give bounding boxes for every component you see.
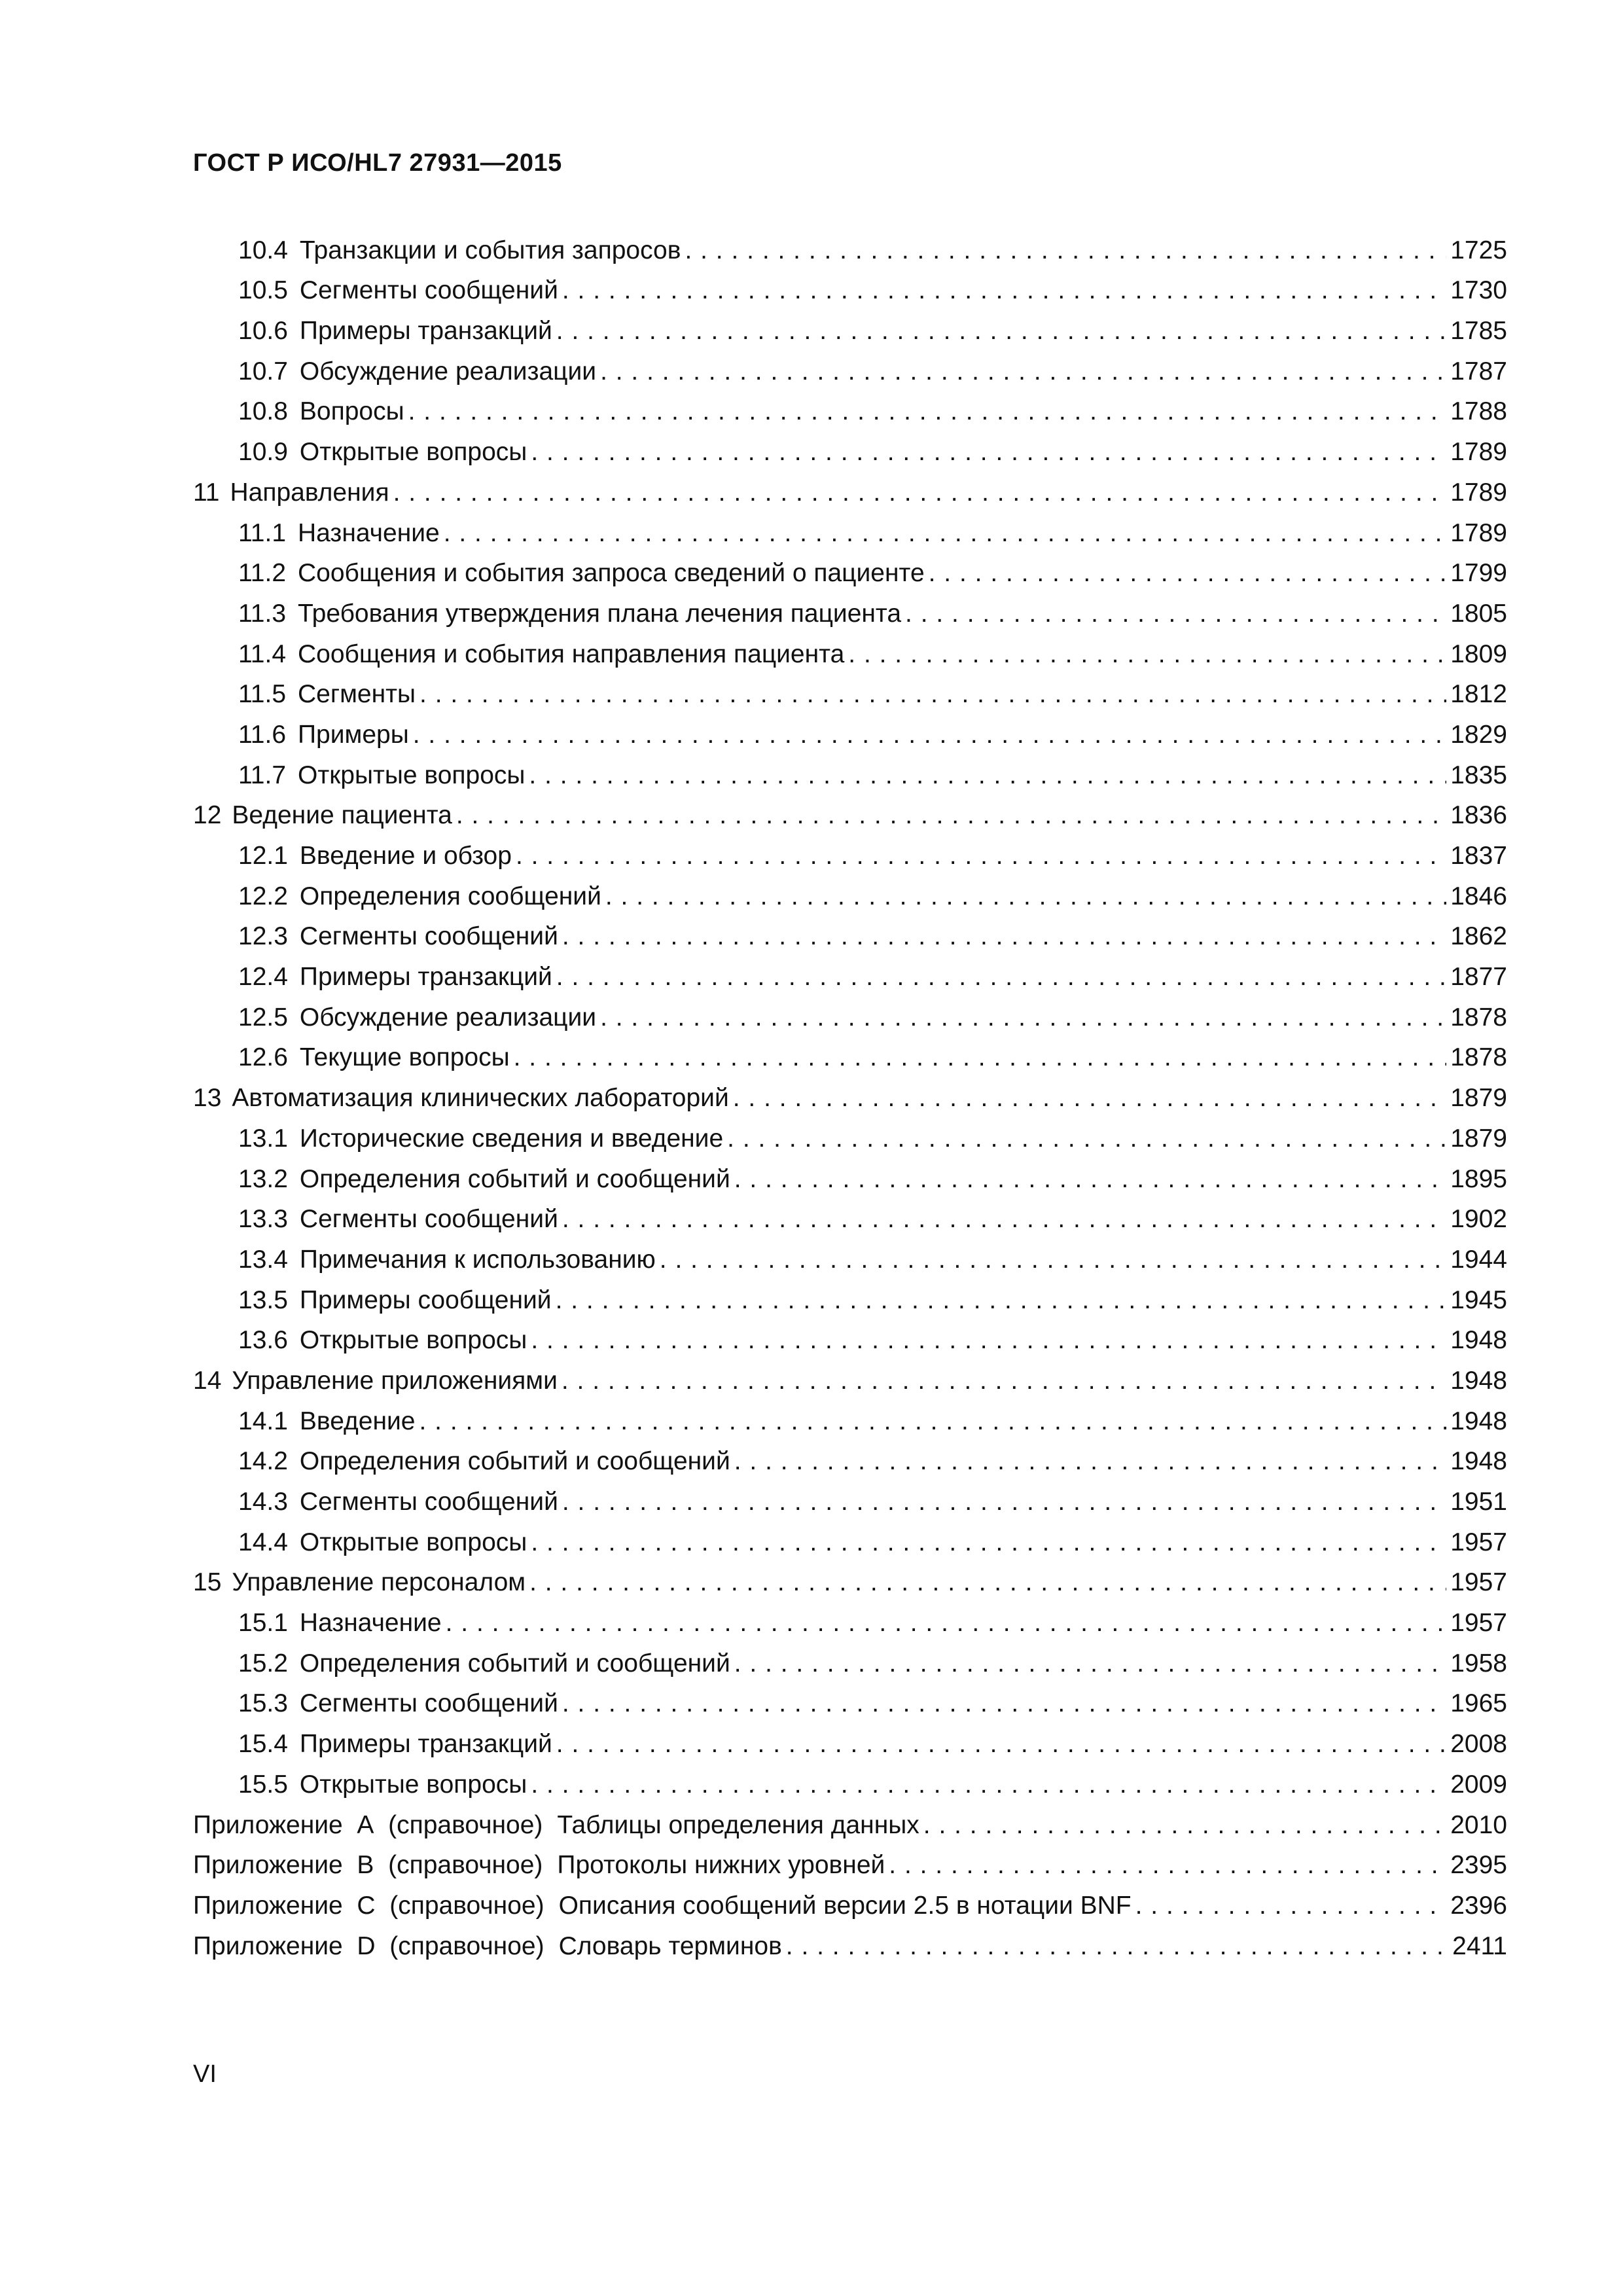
toc-entry-page: 1829 [1450, 720, 1507, 749]
toc-entry-page: 1799 [1450, 559, 1507, 588]
toc-entry-number: 11.2 [238, 559, 287, 588]
toc-subsection-entry [193, 869, 1507, 909]
toc-entry-number: 11.7 [238, 761, 287, 789]
toc-entry-number: 15.5 [238, 1770, 288, 1799]
toc-entry-title: Сообщения и события запроса сведений о пациенте [298, 559, 925, 588]
toc-entry-page: 1836 [1450, 801, 1507, 830]
toc-dot-leader [408, 399, 1447, 424]
toc-entry-title: Сегменты сообщений [299, 1488, 558, 1516]
toc-entry-number: Приложение D (справочное) [193, 1931, 544, 1960]
toc-entry-number: 12.6 [238, 1043, 288, 1072]
toc-entry-title: Автоматизация клинических лабораторий [232, 1084, 729, 1113]
toc-dot-leader [529, 762, 1446, 788]
toc-entry-title: Открытые вопросы [299, 1770, 527, 1799]
toc-entry-title: Текущие вопросы [299, 1043, 510, 1072]
toc-entry-page: 1944 [1450, 1245, 1507, 1274]
toc-subsection-entry [193, 344, 1507, 384]
toc-entry-number: 13.3 [238, 1205, 288, 1234]
toc-entry-page: 1902 [1450, 1205, 1507, 1234]
toc-dot-leader [734, 1651, 1446, 1676]
toc-entry-page: 2395 [1450, 1851, 1507, 1880]
toc-entry-title: Управление приложениями [232, 1366, 558, 1395]
toc-dot-leader [516, 843, 1446, 869]
toc-entry-page: 1837 [1450, 842, 1507, 870]
toc-entry-title: Определения событий и сообщений [299, 1649, 730, 1677]
toc-dot-leader [514, 1045, 1447, 1070]
toc-entry-number: 13.6 [238, 1326, 288, 1355]
toc-entry-number: 13 [193, 1084, 222, 1113]
toc-entry-page: 1945 [1450, 1285, 1507, 1314]
toc-subsection-entry [193, 546, 1507, 586]
toc-entry-page: 1835 [1450, 761, 1507, 789]
toc-dot-leader [419, 1408, 1447, 1434]
toc-entry-title: Описания сообщений версии 2.5 в нотации BNF [558, 1891, 1132, 1920]
toc-entry-page: 1725 [1450, 236, 1507, 264]
toc-entry-title: Обсуждение реализации [299, 1003, 597, 1031]
toc-subsection-entry [193, 223, 1507, 263]
toc-entry-page: 1951 [1450, 1488, 1507, 1516]
table-of-contents [193, 223, 1507, 1959]
toc-entry-number: 11.6 [238, 720, 287, 749]
toc-entry-number: 14 [193, 1366, 222, 1395]
toc-entry-number: 12 [193, 801, 222, 830]
toc-entry-page: 2396 [1450, 1891, 1507, 1920]
toc-entry-page: 1809 [1450, 639, 1507, 668]
toc-entry-title: Открытые вопросы [299, 438, 527, 467]
toc-entry-number: 11.5 [238, 680, 287, 709]
toc-section-entry [193, 465, 1507, 505]
toc-entry-number: 15.1 [238, 1609, 288, 1638]
toc-appendix-entry [193, 1797, 1507, 1838]
toc-dot-leader [531, 1772, 1446, 1797]
toc-dot-leader [556, 318, 1446, 344]
toc-entry-number: 10.5 [238, 276, 288, 305]
toc-dot-leader [660, 1247, 1446, 1272]
toc-entry-number: 10.4 [238, 236, 288, 264]
toc-dot-leader [923, 1812, 1446, 1838]
toc-entry-page: 1805 [1450, 599, 1507, 628]
toc-entry-page: 1948 [1450, 1326, 1507, 1355]
toc-subsection-entry [193, 990, 1507, 1030]
toc-entry-number: 12.3 [238, 922, 288, 951]
toc-subsection-entry [193, 667, 1507, 708]
toc-entry-title: Обсуждение реализации [299, 357, 597, 386]
toc-dot-leader [562, 1368, 1446, 1393]
toc-entry-title: Сообщения и события направления пациента [298, 639, 845, 668]
toc-dot-leader [685, 238, 1446, 263]
toc-entry-title: Сегменты сообщений [299, 276, 558, 305]
toc-entry-page: 1957 [1450, 1528, 1507, 1556]
toc-entry-title: Примеры транзакций [299, 1730, 552, 1759]
toc-entry-page: 2010 [1450, 1810, 1507, 1839]
toc-subsection-entry [193, 1515, 1507, 1555]
toc-dot-leader [889, 1852, 1446, 1878]
toc-entry-page: 1965 [1450, 1689, 1507, 1718]
toc-entry-title: Сегменты сообщений [299, 1689, 558, 1718]
toc-entry-page: 1788 [1450, 397, 1507, 426]
toc-entry-title: Введение и обзор [299, 842, 512, 870]
toc-entry-page: 1957 [1450, 1609, 1507, 1638]
toc-dot-leader [446, 1610, 1447, 1636]
toc-entry-page: 2009 [1450, 1770, 1507, 1799]
toc-entry-number: 11.3 [238, 599, 287, 628]
toc-entry-page: 1948 [1450, 1447, 1507, 1476]
toc-dot-leader [556, 1731, 1446, 1757]
toc-entry-title: Протоколы нижних уровней [557, 1851, 885, 1880]
toc-subsection-entry [193, 303, 1507, 344]
toc-dot-leader [531, 1530, 1446, 1555]
toc-entry-number: 14.3 [238, 1488, 288, 1516]
toc-entry-title: Примечания к использованию [299, 1245, 656, 1274]
toc-entry-number: 12.2 [238, 882, 288, 910]
toc-entry-title: Примеры [298, 720, 409, 749]
toc-entry-title: Примеры сообщений [299, 1285, 552, 1314]
toc-entry-page: 1948 [1450, 1407, 1507, 1435]
toc-entry-number: 14.4 [238, 1528, 288, 1556]
toc-entry-number: 14.1 [238, 1407, 288, 1435]
toc-subsection-entry [193, 586, 1507, 626]
toc-entry-number: 13.5 [238, 1285, 288, 1314]
toc-entry-page: 1948 [1450, 1366, 1507, 1395]
toc-subsection-entry [193, 1192, 1507, 1232]
toc-subsection-entry [193, 1151, 1507, 1192]
toc-entry-title: Требования утверждения плана лечения пациента [298, 599, 902, 628]
toc-entry-page: 2008 [1450, 1730, 1507, 1759]
toc-subsection-entry [193, 1757, 1507, 1797]
toc-entry-number: 13.1 [238, 1124, 288, 1153]
toc-dot-leader [531, 1327, 1446, 1353]
toc-dot-leader [600, 1005, 1446, 1030]
toc-entry-title: Определения сообщений [299, 882, 601, 910]
toc-entry-page: 1846 [1450, 882, 1507, 910]
toc-entry-page: 1789 [1450, 478, 1507, 507]
toc-entry-number: Приложение В (справочное) [193, 1851, 543, 1880]
toc-subsection-entry [193, 626, 1507, 667]
toc-entry-page: 1957 [1450, 1568, 1507, 1597]
toc-entry-title: Назначение [298, 518, 440, 547]
toc-dot-leader [562, 1489, 1446, 1515]
toc-dot-leader [848, 641, 1446, 667]
toc-entry-number: 11 [193, 478, 220, 507]
toc-dot-leader [562, 924, 1446, 949]
toc-entry-number: 13.4 [238, 1245, 288, 1274]
toc-subsection-entry [193, 1716, 1507, 1757]
toc-subsection-entry [193, 384, 1507, 425]
toc-appendix-entry [193, 1838, 1507, 1878]
toc-dot-leader [786, 1933, 1448, 1959]
toc-entry-title: Сегменты сообщений [299, 1205, 558, 1234]
toc-subsection-entry [193, 909, 1507, 950]
toc-dot-leader [734, 1166, 1446, 1192]
toc-entry-title: Определения событий и сообщений [299, 1164, 730, 1193]
toc-dot-leader [419, 681, 1446, 707]
toc-entry-title: Введение [299, 1407, 416, 1435]
toc-section-entry [193, 1555, 1507, 1596]
toc-entry-number: 15 [193, 1568, 222, 1597]
toc-entry-page: 1958 [1450, 1649, 1507, 1677]
toc-subsection-entry [193, 1595, 1507, 1636]
toc-entry-number: Приложение С (справочное) [193, 1891, 544, 1920]
toc-entry-page: 1895 [1450, 1164, 1507, 1193]
toc-subsection-entry [193, 263, 1507, 304]
toc-entry-title: Определения событий и сообщений [299, 1447, 730, 1476]
toc-entry-title: Сегменты сообщений [299, 922, 558, 951]
toc-subsection-entry [193, 1111, 1507, 1151]
toc-dot-leader [562, 1206, 1446, 1232]
toc-entry-number: 12.5 [238, 1003, 288, 1031]
toc-entry-number: 11.1 [238, 518, 287, 547]
toc-entry-page: 1789 [1450, 518, 1507, 547]
toc-dot-leader [531, 439, 1446, 465]
toc-entry-page: 1862 [1450, 922, 1507, 951]
toc-subsection-entry [193, 1272, 1507, 1313]
toc-subsection-entry [193, 1030, 1507, 1071]
toc-entry-title: Назначение [299, 1609, 442, 1638]
toc-dot-leader [929, 560, 1447, 586]
toc-subsection-entry [193, 1393, 1507, 1434]
toc-entry-page: 2411 [1452, 1931, 1507, 1960]
toc-entry-title: Словарь терминов [558, 1931, 782, 1960]
toc-dot-leader [562, 1691, 1446, 1716]
toc-entry-title: Таблицы определения данных [557, 1810, 919, 1839]
toc-entry-page: 1878 [1450, 1003, 1507, 1031]
toc-entry-number: 10.9 [238, 438, 288, 467]
toc-entry-title: Исторические сведения и введение [299, 1124, 724, 1153]
toc-entry-page: 1787 [1450, 357, 1507, 386]
toc-entry-title: Открытые вопросы [299, 1528, 527, 1556]
toc-entry-number: 10.6 [238, 317, 288, 346]
toc-section-entry [193, 1353, 1507, 1393]
toc-entry-title: Примеры транзакций [299, 963, 552, 992]
page-number: VI [193, 2060, 217, 2088]
toc-appendix-entry [193, 1878, 1507, 1918]
toc-dot-leader [734, 1448, 1446, 1474]
toc-dot-leader [529, 1570, 1446, 1595]
toc-subsection-entry [193, 1676, 1507, 1717]
toc-dot-leader [444, 520, 1447, 546]
toc-dot-leader [905, 601, 1446, 626]
toc-entry-page: 1730 [1450, 276, 1507, 305]
toc-entry-page: 1785 [1450, 317, 1507, 346]
toc-entry-page: 1879 [1450, 1084, 1507, 1113]
toc-subsection-entry [193, 424, 1507, 465]
toc-entry-number: 14.2 [238, 1447, 288, 1476]
toc-subsection-entry [193, 828, 1507, 869]
toc-entry-page: 1879 [1450, 1124, 1507, 1153]
toc-dot-leader [600, 359, 1446, 384]
toc-entry-number: 11.4 [238, 639, 287, 668]
toc-dot-leader [727, 1126, 1446, 1151]
toc-subsection-entry [193, 1636, 1507, 1676]
toc-entry-page: 1877 [1450, 963, 1507, 992]
toc-entry-page: 1789 [1450, 438, 1507, 467]
document-header: ГОСТ Р ИСО/HL7 27931—2015 [193, 149, 562, 177]
toc-subsection-entry [193, 1434, 1507, 1475]
toc-dot-leader [393, 480, 1447, 505]
toc-subsection-entry [193, 1232, 1507, 1272]
toc-dot-leader [605, 884, 1446, 909]
toc-entry-title: Направления [230, 478, 389, 507]
toc-subsection-entry [193, 949, 1507, 990]
toc-entry-number: Приложение А (справочное) [193, 1810, 543, 1839]
toc-section-entry [193, 1070, 1507, 1111]
toc-entry-number: 15.4 [238, 1730, 288, 1759]
toc-entry-number: 10.7 [238, 357, 288, 386]
toc-entry-title: Открытые вопросы [299, 1326, 527, 1355]
toc-section-entry [193, 788, 1507, 829]
toc-entry-number: 13.2 [238, 1164, 288, 1193]
toc-entry-number: 12.1 [238, 842, 288, 870]
toc-subsection-entry [193, 1474, 1507, 1515]
toc-entry-title: Вопросы [299, 397, 404, 426]
toc-dot-leader [562, 278, 1446, 303]
toc-entry-number: 15.2 [238, 1649, 288, 1677]
toc-entry-title: Открытые вопросы [298, 761, 526, 789]
toc-entry-page: 1812 [1450, 680, 1507, 709]
toc-entry-title: Примеры транзакций [299, 317, 552, 346]
toc-dot-leader [556, 1287, 1447, 1313]
toc-subsection-entry [193, 707, 1507, 747]
toc-dot-leader [1135, 1893, 1447, 1918]
toc-dot-leader [556, 964, 1446, 990]
toc-dot-leader [413, 722, 1446, 747]
toc-dot-leader [733, 1085, 1446, 1111]
toc-entry-title: Транзакции и события запросов [299, 236, 681, 264]
toc-appendix-entry [193, 1918, 1507, 1959]
toc-entry-page: 1878 [1450, 1043, 1507, 1072]
toc-entry-number: 15.3 [238, 1689, 288, 1718]
toc-entry-number: 10.8 [238, 397, 288, 426]
toc-subsection-entry [193, 747, 1507, 788]
toc-subsection-entry [193, 505, 1507, 546]
toc-entry-title: Управление персоналом [232, 1568, 526, 1597]
toc-entry-title: Сегменты [298, 680, 416, 709]
toc-entry-number: 12.4 [238, 963, 288, 992]
toc-entry-title: Ведение пациента [232, 801, 452, 830]
toc-subsection-entry [193, 1313, 1507, 1354]
toc-dot-leader [456, 802, 1446, 828]
